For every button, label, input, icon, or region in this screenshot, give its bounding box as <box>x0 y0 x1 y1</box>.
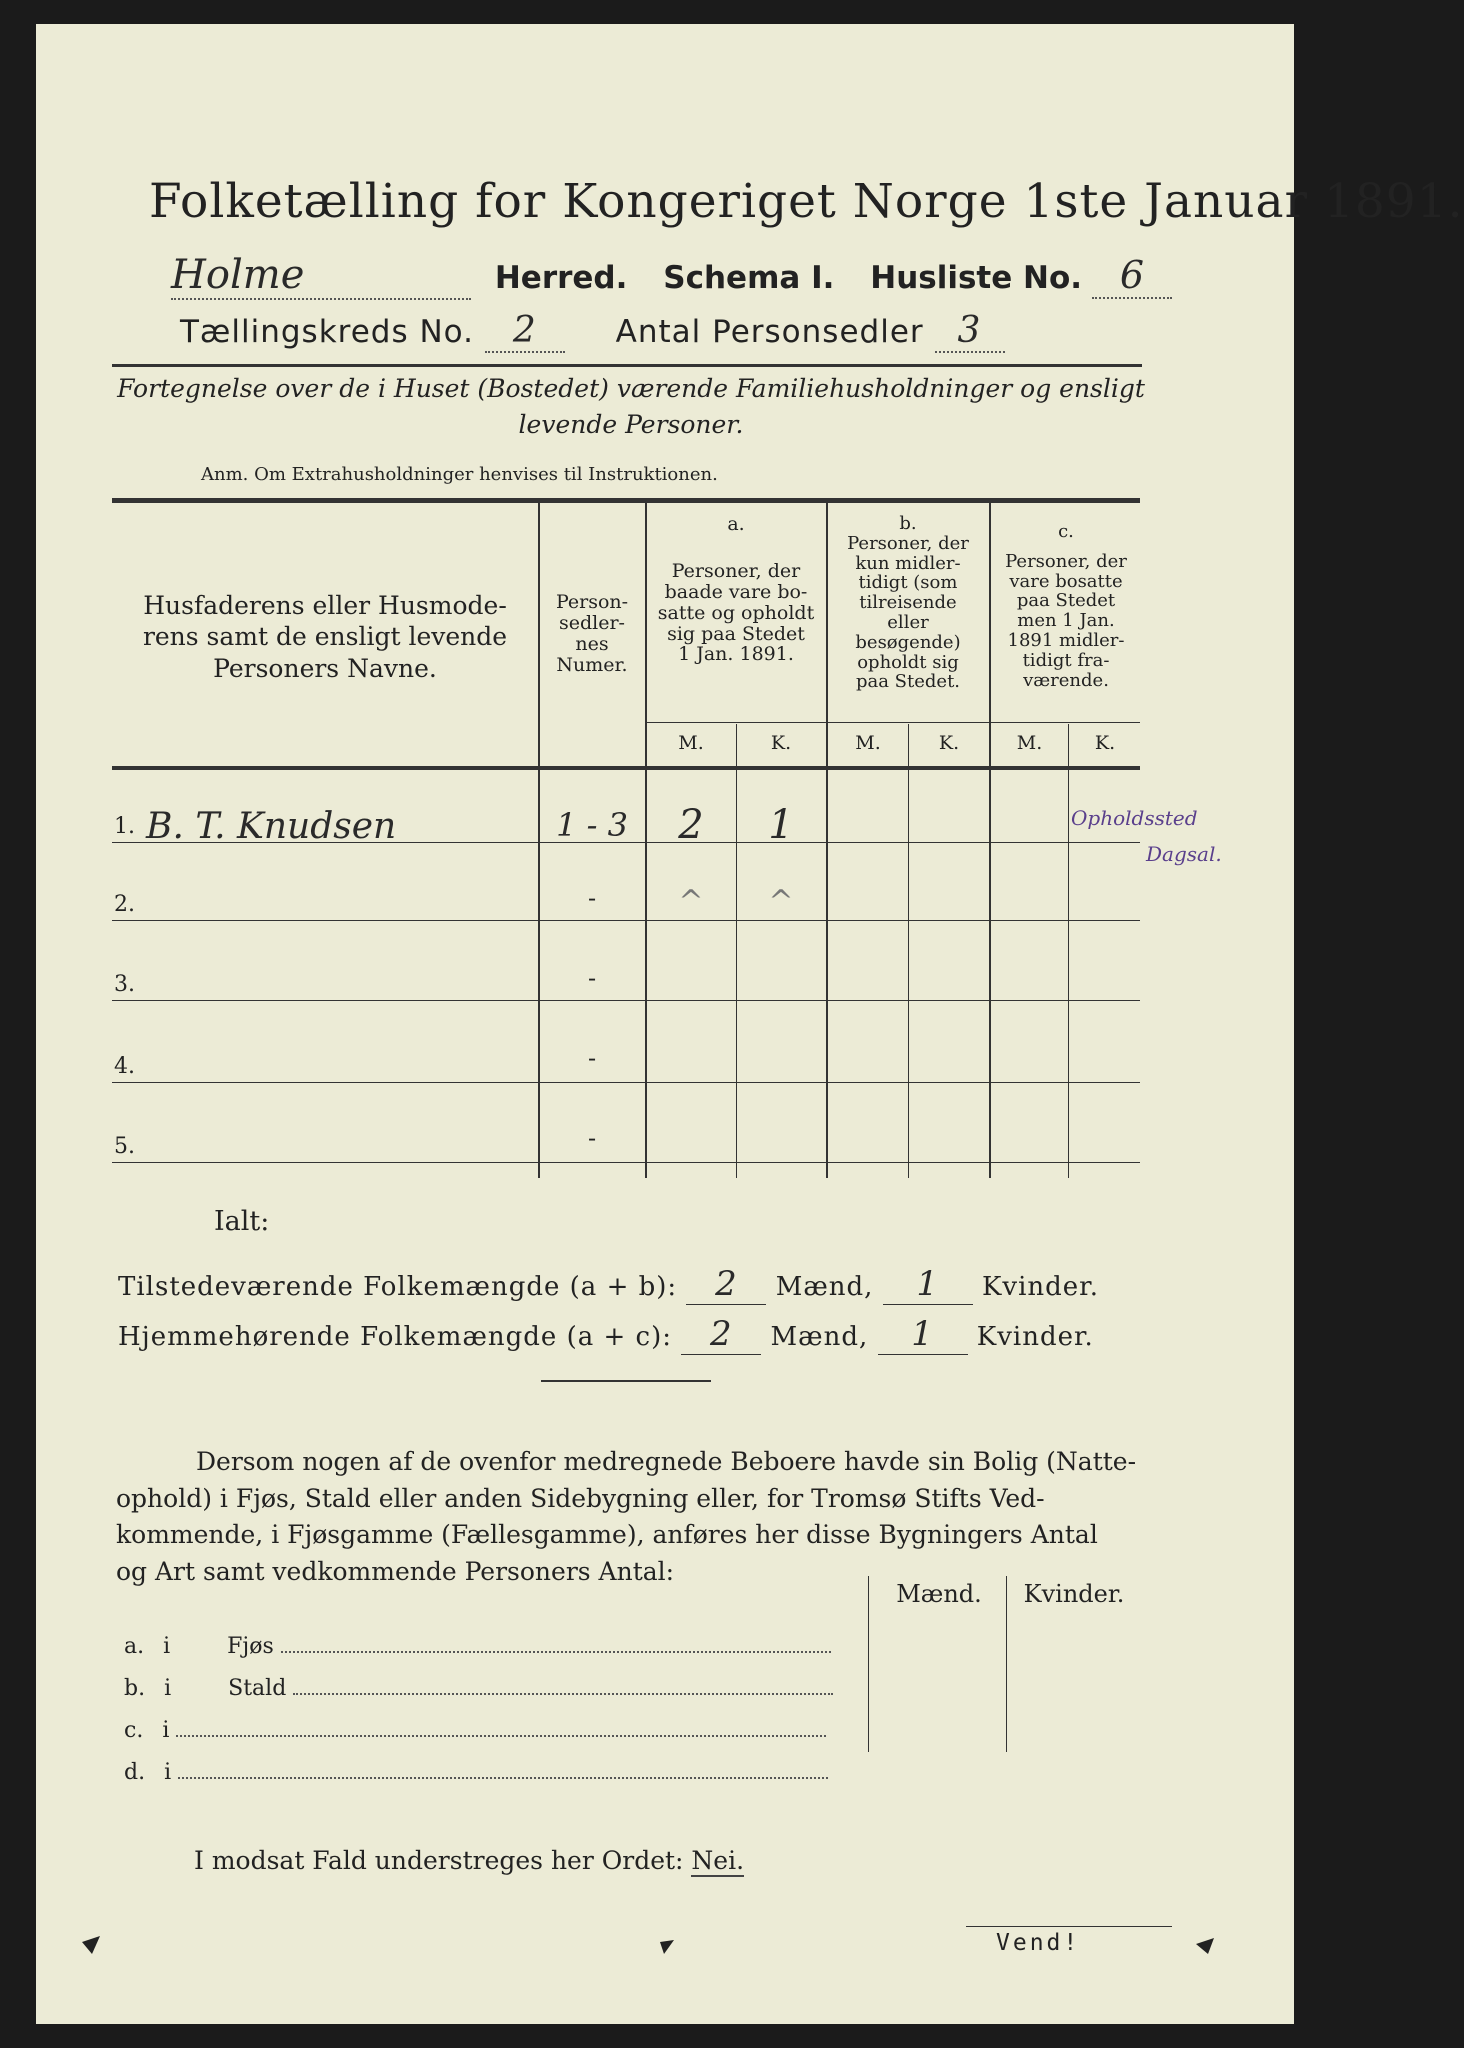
row-numer: - <box>587 884 597 912</box>
buildings-paragraph: Dersom nogen af de ovenfor medregnede Beboere havde sin Bolig (Natte- ophold) i Fjøs, Stald eller anden Sidebygning eller, for Tromsø Stifts Ved- kommende, i Fjøsgamme (Fællesgamme), anføres her disse Bygningers Antal og Art samt vedkommende Personers Antal: <box>116 1447 1137 1586</box>
row-numer: - <box>587 1044 597 1072</box>
intro-line1: Fortegnelse over de i Huset (Bostedet) værende Familiehusholdninger og ensligt <box>117 374 1145 403</box>
table-top-rule <box>112 498 1140 503</box>
tilstede-maend: 2 <box>686 1264 766 1305</box>
tilstede-kvinder: 1 <box>883 1264 973 1305</box>
form-title: Folketælling for Kongeriget Norge 1ste Januar 1891. <box>149 174 1464 229</box>
col-a-header: a. Personer, der baade vare bo- satte og opholdt sig paa Stedet 1 Jan. 1891. <box>657 513 815 666</box>
personsedler-label: Antal Personsedler <box>615 314 924 350</box>
maend-label: Mænd, <box>775 1272 874 1302</box>
row-line <box>112 1162 1140 1163</box>
row-c-note1: Opholdssted <box>1071 806 1198 830</box>
row-c-note2: Dagsal. <box>1146 842 1222 866</box>
personsedler-value: 3 <box>935 310 1005 353</box>
table-header-rule <box>112 766 1140 770</box>
maend-header: Mænd. <box>896 1580 982 1608</box>
modsat-label: I modsat Fald understreges her Ordet: <box>194 1846 684 1875</box>
row-number: 2. <box>114 892 135 917</box>
row-numer: 1 - 3 <box>556 806 628 844</box>
schema-label: Schema I. <box>663 260 835 296</box>
hjemme-label: Hjemmehørende Folkemængde (a + c): <box>118 1322 672 1352</box>
header-rule <box>112 364 1142 367</box>
b-k-header: K. <box>938 732 960 754</box>
kvinder-header: Kvinder. <box>1023 1580 1125 1608</box>
row-name: B. T. Knudsen <box>146 806 397 847</box>
c-k-header: K. <box>1094 732 1116 754</box>
row-numer: - <box>587 964 597 992</box>
intro-line2: levende Personer. <box>518 410 744 439</box>
row-a-k: ^ <box>768 884 794 919</box>
row-line <box>112 1000 1140 1001</box>
row-a-m: ^ <box>678 884 704 919</box>
tilstede-line <box>118 1264 1099 1305</box>
row-number: 3. <box>114 972 135 997</box>
modsat-line <box>194 1846 744 1875</box>
husliste-label: Husliste No. <box>870 260 1083 296</box>
kreds-value: 2 <box>485 310 565 353</box>
tilstede-label: Tilstedeværende Folkemængde (a + b): <box>118 1272 678 1302</box>
row-number: 1. <box>114 814 135 839</box>
a-k-header: K. <box>770 732 792 754</box>
husliste-value: 6 <box>1092 253 1172 299</box>
section-divider <box>541 1380 711 1382</box>
row-number: 5. <box>114 1134 135 1159</box>
col-divider <box>908 724 909 1178</box>
row-line <box>112 1082 1140 1083</box>
a-m-header: M. <box>678 732 704 754</box>
row-a-m: 2 <box>678 802 704 848</box>
kreds-line <box>180 310 1005 353</box>
col-b-header: b. Personer, der kun midler- tidigt (som tilreisende eller besøgende) opholdt sig paa Stedet. <box>847 513 969 693</box>
c-m-header: M. <box>1016 732 1043 754</box>
building-row-b: b. i Stald <box>124 1676 833 1701</box>
hjemme-maend: 2 <box>681 1314 761 1355</box>
herred-value: Holme <box>171 252 471 300</box>
herred-line <box>171 252 1172 300</box>
registration-mark-icon <box>80 1934 102 1956</box>
b-m-header: M. <box>855 732 881 754</box>
row-number: 4. <box>114 1054 135 1079</box>
col-divider <box>736 724 737 1178</box>
hjemme-kvinder: 1 <box>878 1314 968 1355</box>
col-name-header: Husfaderens eller Husmode- rens samt de ensligt levende Personers Navne. <box>142 591 508 683</box>
registration-mark-icon <box>1194 1934 1216 1956</box>
col-c-header: c. Personer, der vare bosatte paa Stedet men 1 Jan. 1891 midler- tidigt fra- værende. <box>1005 521 1127 691</box>
ialt-label: Ialt: <box>214 1206 270 1237</box>
nei-word: Nei. <box>691 1846 745 1875</box>
col-divider <box>1068 724 1069 1178</box>
kreds-label: Tællingskreds No. <box>180 314 474 350</box>
kvinder-label: Kvinder. <box>981 1272 1100 1302</box>
anm-note: Anm. Om Extrahusholdninger henvises til Instruktionen. <box>201 464 718 485</box>
herred-label: Herred. <box>494 260 628 296</box>
building-row-d: d. i <box>124 1760 828 1785</box>
col-divider <box>1006 1576 1007 1752</box>
hjemme-line <box>118 1314 1094 1355</box>
kvinder-label: Kvinder. <box>976 1322 1094 1352</box>
building-row-a: a. i Fjøs <box>124 1634 831 1659</box>
maend-label: Mænd, <box>770 1322 869 1352</box>
col-numer-header: Person- sedler- nes Numer. <box>555 591 629 676</box>
row-line <box>112 920 1140 921</box>
row-numer: - <box>587 1124 597 1152</box>
col-divider <box>868 1576 869 1752</box>
vend-rule <box>966 1926 1172 1927</box>
vend-label: Vend! <box>996 1930 1081 1956</box>
row-a-k: 1 <box>768 802 794 848</box>
mk-divider <box>645 722 1140 723</box>
building-row-c: c. i <box>124 1718 826 1743</box>
registration-mark-icon <box>656 1936 678 1958</box>
census-form-page <box>36 24 1464 2024</box>
